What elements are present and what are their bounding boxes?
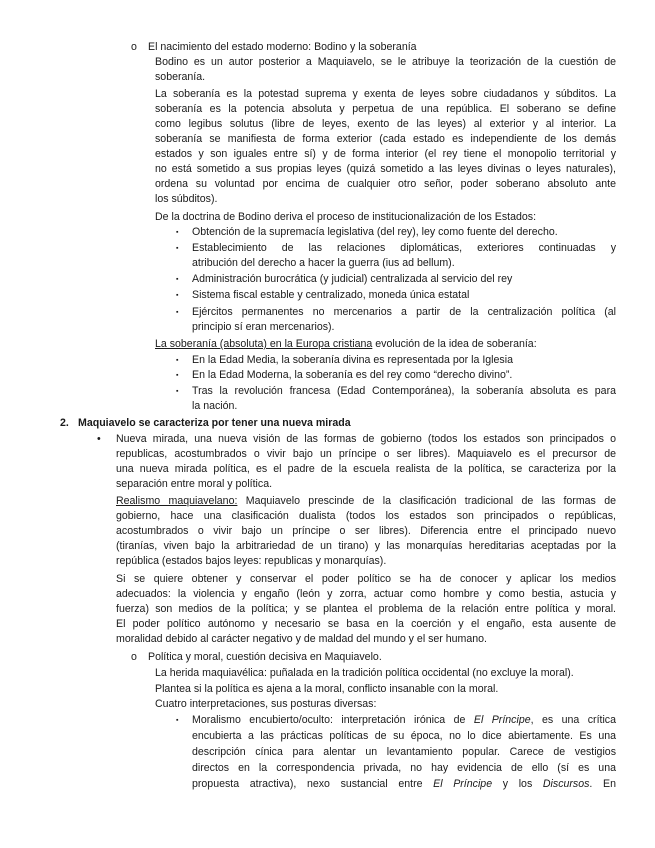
book-title: El Príncipe bbox=[433, 778, 493, 790]
paragraph-line: gobierno, hace una clasificación dualista (todos los estados son principados o repúblicas, bbox=[116, 510, 616, 522]
paragraph-line: (tiranías, viven bajo la arbitrariedad de un tirano) y las monarquías hereditarias aceptadas por la bbox=[116, 540, 616, 552]
paragraph-line: La herida maquiavélica: puñalada en la tradición política occidental (no excluye la moral). bbox=[155, 667, 574, 679]
bullet-marker: ▪ bbox=[176, 717, 179, 724]
bullet-marker: ▪ bbox=[176, 292, 179, 299]
paragraph-line: ordena su voluntad por encima de cualquier otro señor, poder soberano absoluto ante bbox=[155, 178, 616, 190]
paragraph-line: acostumbrados o vivir bajo un príncipe o ser libres). Diferencia entre el principado nuevo bbox=[116, 525, 616, 537]
list-item: directos en la correspondencia privada, no hay evidencia de ello (sí es una bbox=[192, 762, 616, 774]
paragraph-line: república (estados bajos leyes: republicas y monarquías). bbox=[116, 555, 387, 567]
list-marker-o: o bbox=[131, 651, 137, 663]
text-run: Moralismo encubierto/oculto: interpretación irónica de bbox=[192, 714, 474, 726]
paragraph-line: Nueva mirada, una nueva visión de las formas de gobierno (todos los estados son principados o bbox=[116, 433, 616, 445]
text-run: propuesta atractiva), nexo sustancial entre bbox=[192, 778, 434, 790]
bullet-marker: ▪ bbox=[176, 229, 179, 236]
paragraph-line: los súbditos). bbox=[155, 193, 218, 205]
section-number: 2. bbox=[60, 417, 69, 429]
paragraph-line: separación entre moral y política. bbox=[116, 478, 273, 490]
paragraph-line: De la doctrina de Bodino deriva el proceso de institucionalización de los Estados: bbox=[155, 211, 537, 223]
heading-rest: evolución de la idea de soberanía: bbox=[372, 338, 537, 350]
list-item bbox=[192, 713, 616, 728]
bullet-marker: • bbox=[97, 433, 101, 445]
bullet-marker: ▪ bbox=[176, 245, 179, 252]
underlined-heading: La soberanía (absoluta) en la Europa cristiana bbox=[155, 338, 373, 350]
paragraph-line: adecuados: la violencia y engaño (león y zorra, actuar como hombre y como bestia, astucia y bbox=[116, 588, 616, 600]
list-item: Obtención de la supremacía legislativa (del rey), ley como fuente del derecho. bbox=[192, 226, 558, 238]
realismo-text: Maquiavelo prescinde de la clasificación tradicional de las formas de bbox=[237, 495, 616, 507]
list-item: Ejércitos permanentes no mercenarios a partir de la centralización política (al bbox=[192, 306, 616, 318]
paragraph-line: como legibus solutus (libre de leyes, exento de las leyes) al exterior y al interior. La bbox=[155, 118, 616, 130]
list-item: atribución del derecho a hacer la guerra (ius ad bellum). bbox=[192, 257, 455, 269]
paragraph-line: soberanía es la potencia absoluta y perpetua de una república. El soberano se define bbox=[155, 103, 616, 115]
paragraph-line: Cuatro interpretaciones, sus posturas diversas: bbox=[155, 698, 377, 710]
list-item: En la Edad Media, la soberanía divina es representada por la Iglesia bbox=[192, 354, 513, 366]
underlined-heading: Realismo maquiavelano: bbox=[116, 495, 238, 507]
text-run: , es una crítica bbox=[530, 714, 616, 726]
book-title: Discursos bbox=[542, 778, 590, 790]
paragraph-line: La soberanía es la potestad suprema y exenta de leyes sobre ciudadanos y súbditos. La bbox=[155, 88, 616, 100]
section-title: Maquiavelo se caracteriza por tener una nueva mirada bbox=[78, 417, 351, 429]
bullet-marker: ▪ bbox=[176, 388, 179, 395]
list-item: En la Edad Moderna, la soberanía es del rey como “derecho divino”. bbox=[192, 369, 513, 381]
paragraph-line bbox=[155, 337, 537, 352]
paragraph-line: no está sometido a sus propias leyes (quizá sometido a las leyes divinas o leyes naturales), bbox=[155, 163, 616, 175]
subsection-title-bodino: El nacimiento del estado moderno: Bodino y la soberanía bbox=[148, 41, 417, 53]
paragraph-line: El poder político autónomo y necesario se basa en la coerción y el engaño, esta ausente de bbox=[116, 618, 616, 630]
paragraph-line bbox=[116, 494, 616, 509]
paragraph-line: una nueva mirada política, es el padre de la escuela realista de la política, se caracteriza por la bbox=[116, 463, 616, 475]
list-item: descripción cínica para alentar un levantamiento popular. Carece de vestigios bbox=[192, 746, 616, 758]
paragraph-line: moralidad debido al carácter negativo y de maldad del mundo y el ser humano. bbox=[116, 633, 487, 645]
text-run: y los bbox=[492, 778, 543, 790]
list-item: principio sí eran mercenarios). bbox=[192, 321, 335, 333]
subsection-title-politica-moral: Política y moral, cuestión decisiva en Maquiavelo. bbox=[148, 651, 382, 663]
paragraph-line: Bodino es un autor posterior a Maquiavelo, se le atribuye la teorización de la cuestión de bbox=[155, 56, 616, 68]
bullet-marker: ▪ bbox=[176, 357, 179, 364]
bullet-marker: ▪ bbox=[176, 309, 179, 316]
paragraph-line: republicas, acostumbrados o vivir bajo un príncipe o ser libres). Maquiavelo es el precursor de bbox=[116, 448, 616, 460]
paragraph-line: soberanía. bbox=[155, 71, 206, 83]
list-item: Administración burocrática (y judicial) centralizada al servicio del rey bbox=[192, 273, 513, 285]
paragraph-line: Plantea si la política es ajena a la moral, conflicto insanable con la moral. bbox=[155, 683, 499, 695]
text-run: . En bbox=[589, 778, 616, 790]
list-item: la nación. bbox=[192, 400, 238, 412]
list-item: Sistema fiscal estable y centralizado, moneda única estatal bbox=[192, 289, 470, 301]
bullet-marker: ▪ bbox=[176, 276, 179, 283]
book-title: El Príncipe bbox=[473, 714, 531, 726]
paragraph-line: Si se quiere obtener y conservar el poder político se ha de conocer y aplicar los medios bbox=[116, 573, 616, 585]
bullet-marker: ▪ bbox=[176, 372, 179, 379]
list-item: Tras la revolución francesa (Edad Contemporánea), la soberanía absoluta es para bbox=[192, 385, 616, 397]
paragraph-line: fuerza) son medios de la política; y se plantea el problema de la relación entre política y moral. bbox=[116, 603, 616, 615]
list-marker-o: o bbox=[131, 41, 137, 53]
paragraph-line: estados y son iguales entre sí) y de forma interior (el rey tiene el monopolio territorial y bbox=[155, 148, 616, 160]
paragraph-line: soberanía se manifiesta de forma exterior (cada estado es independiente de los demás bbox=[155, 133, 616, 145]
list-item bbox=[192, 777, 616, 792]
list-item: encubierta a las prácticas políticas de su época, no lo dice abiertamente. Es una bbox=[192, 730, 616, 742]
list-item: Establecimiento de las relaciones diplomáticas, exteriores continuadas y bbox=[192, 242, 616, 254]
